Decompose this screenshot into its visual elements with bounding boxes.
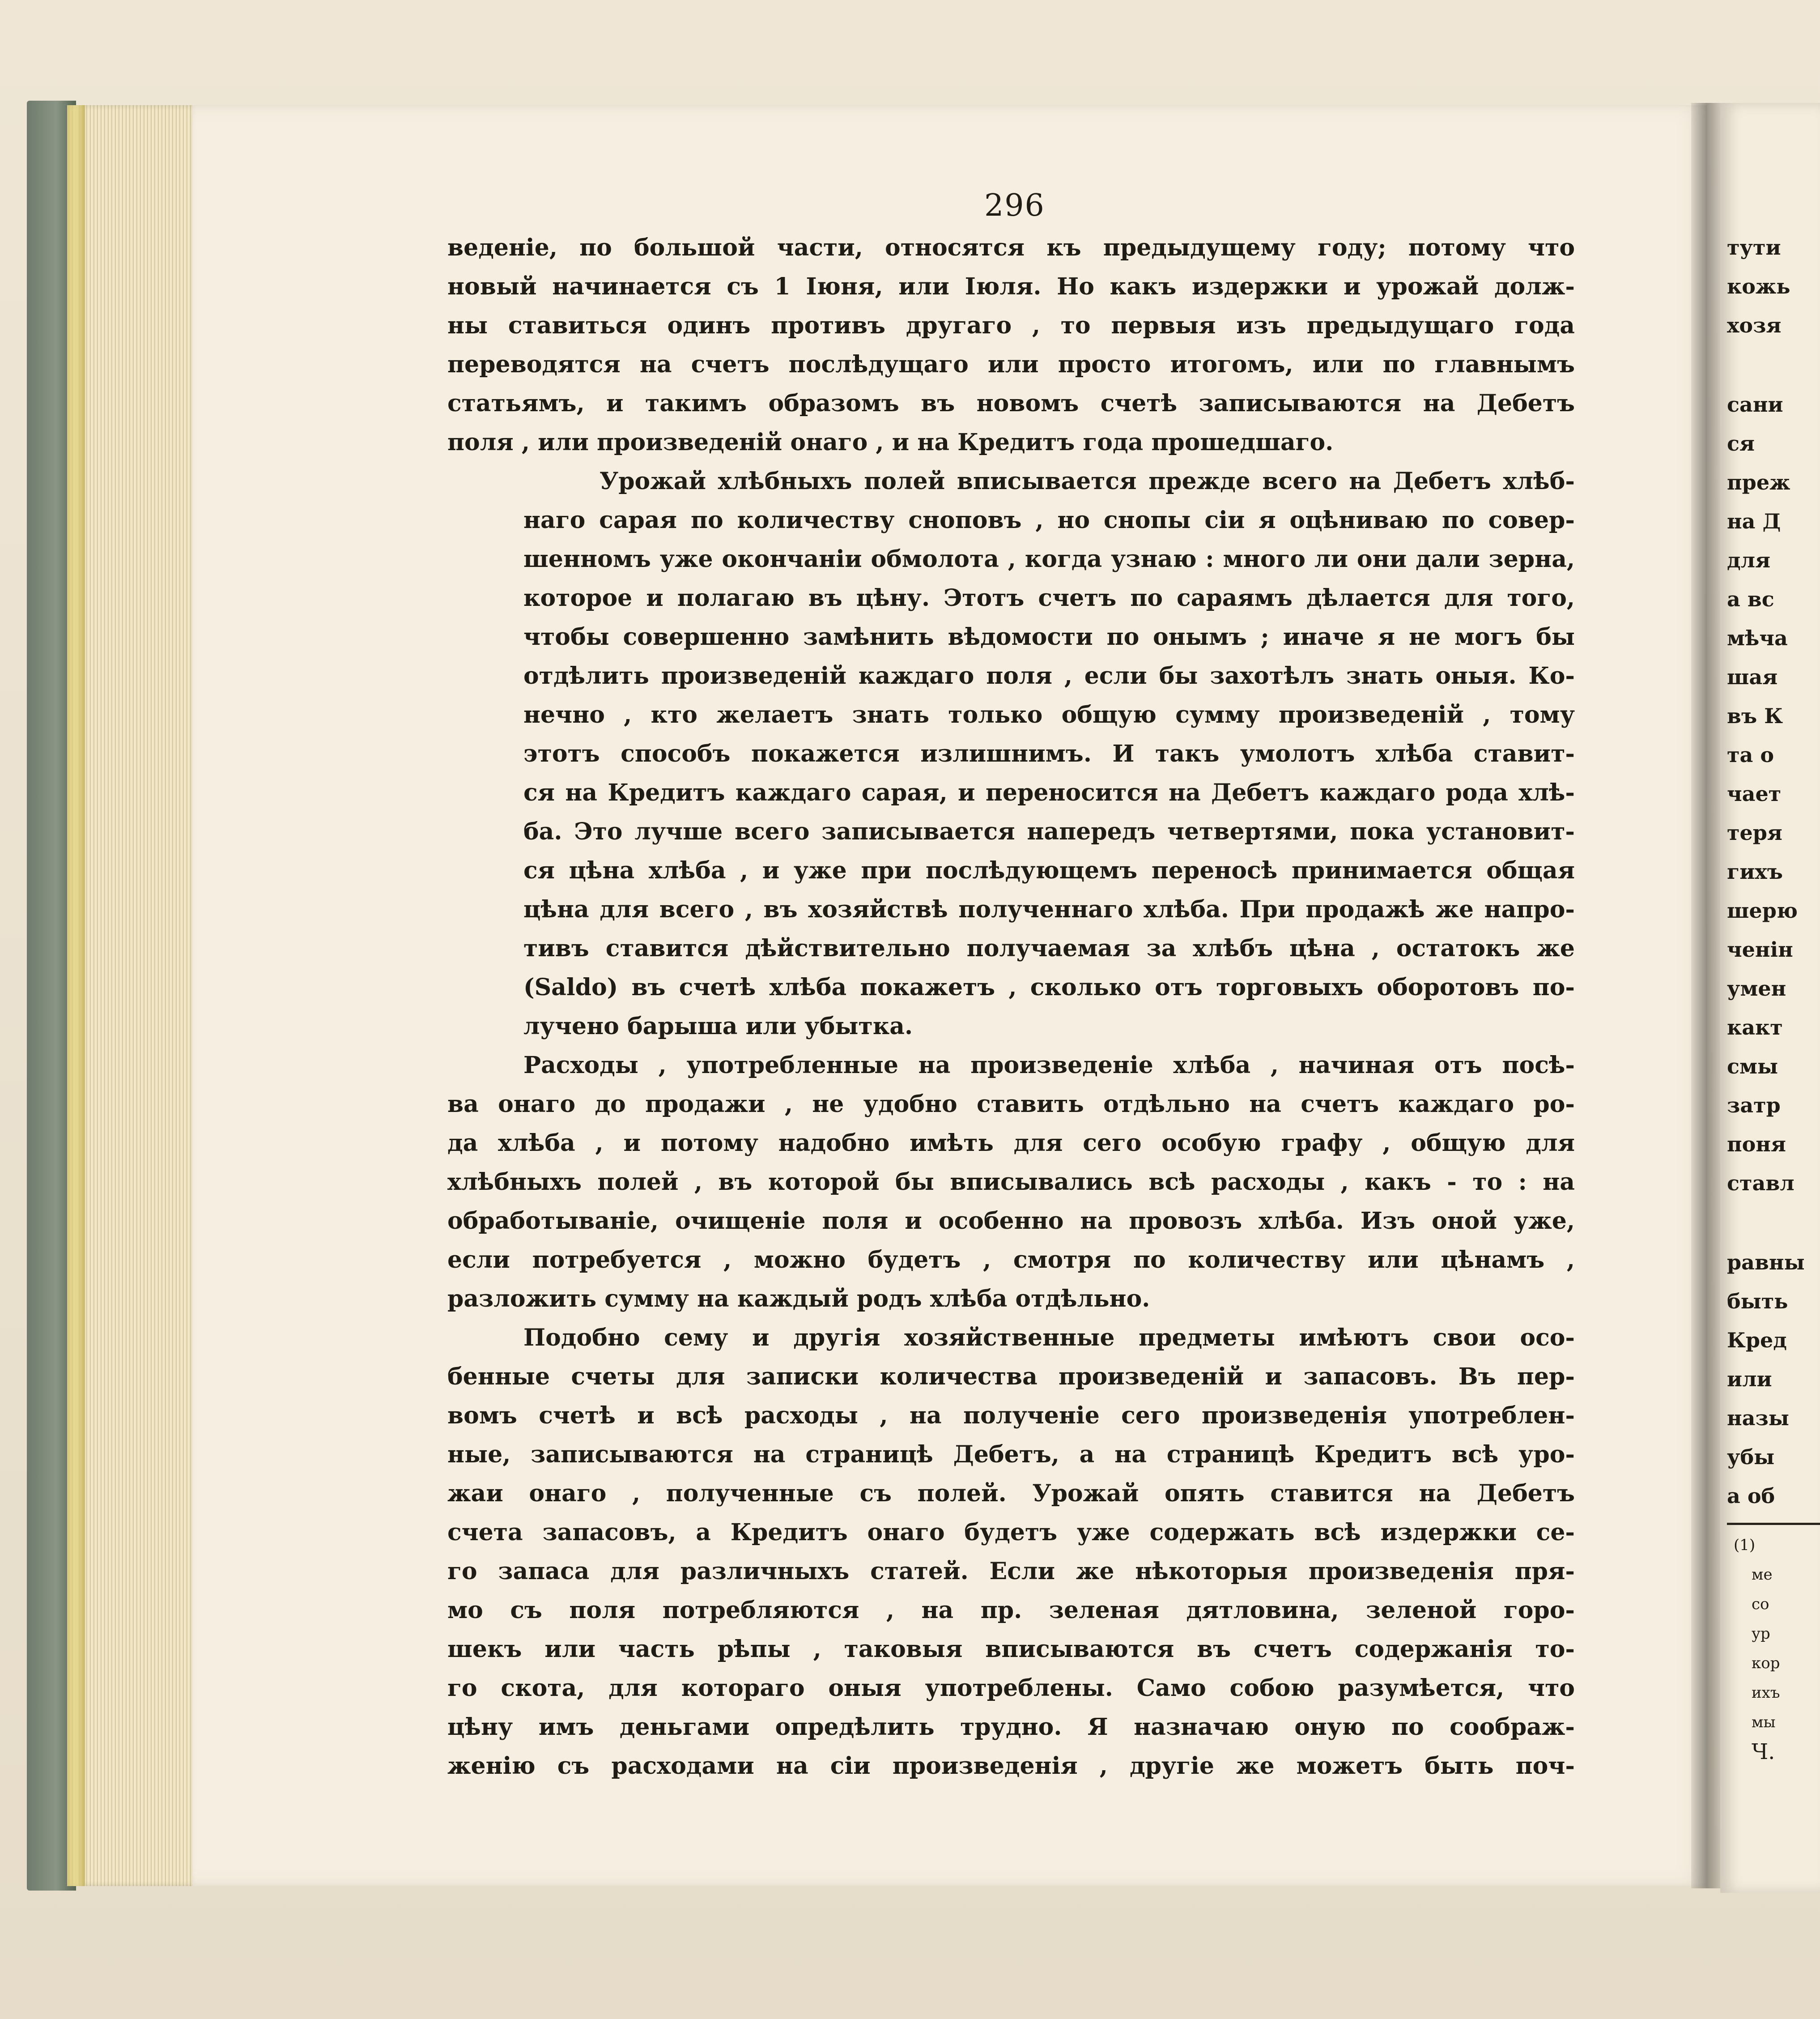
fragment: ченін [1727, 937, 1793, 962]
fragment: чает [1727, 782, 1782, 806]
footnote-line: ур [1752, 1625, 1770, 1643]
text-line: тивъ ставится дѣйствительно получаемая за хлѣбъ цѣна , остатокъ же [523, 935, 1575, 962]
text-line: ны ставиться одинъ противъ другаго , то первыя изъ предыдущаго года [447, 312, 1575, 339]
fragment: мѣча [1727, 626, 1788, 650]
paragraph-3 [447, 1046, 1575, 1318]
text-line: мо съ поля потребляются , на пр. зеленая дятловина, зеленой горо- [447, 1597, 1575, 1624]
text-line: шенномъ уже окончаніи обмолота , когда узнаю : много ли они дали зерна, [523, 545, 1575, 573]
text-line: отдѣлить произведеній каждаго поля , если бы захотѣлъ знать оныя. Ко- [523, 662, 1575, 690]
text-line: Урожай хлѣбныхъ полей вписывается прежде всего на Дебетъ хлѣб- [600, 468, 1575, 495]
fragment: хозя [1727, 313, 1782, 337]
text-line: цѣна для всего , въ хозяйствѣ полученнаго хлѣба. При продажѣ же напро- [523, 896, 1575, 923]
text-line: наго сарая по количеству сноповъ , но снопы сіи я оцѣниваю по совер- [523, 507, 1575, 534]
fragment: убы [1727, 1445, 1775, 1469]
fragment: кожь [1727, 274, 1790, 298]
text-line: го скота, для котораго оныя употреблены. Само собою разумѣется, что [447, 1674, 1575, 1702]
fragment: шая [1727, 665, 1778, 689]
text-line: чтобы совершенно замѣнить вѣдомости по онымъ ; иначе я не могъ бы [523, 623, 1575, 651]
text-line: хлѣбныхъ полей , въ которой бы вписывались всѣ расходы , какъ - то : на [447, 1168, 1575, 1196]
text-line: ные, записываются на страницѣ Дебетъ, а на страницѣ Кредитъ всѣ уро- [447, 1441, 1575, 1468]
text-line: да хлѣба , и потому надобно имѣть для сего особую графу , общую для [447, 1129, 1575, 1157]
text-line: вомъ счетѣ и всѣ расходы , на полученіе сего произведенія употреблен- [447, 1402, 1575, 1429]
fragment: тути [1727, 235, 1781, 260]
fragment: а об [1727, 1484, 1775, 1508]
book-gutter [1691, 103, 1722, 1888]
footnote-fragments [1734, 1530, 1819, 1767]
text-line: переводятся на счетъ послѣдущаго или просто итогомъ, или по главнымъ [447, 351, 1575, 378]
text-line: этотъ способъ покажется излишнимъ. И такъ умолотъ хлѣба ставит- [523, 740, 1575, 767]
text-line: ва онаго до продажи , не удобно ставить отдѣльно на счетъ каждаго ро- [447, 1090, 1575, 1118]
fragment: смы [1727, 1054, 1778, 1078]
fragment: теря [1727, 821, 1782, 845]
paragraph-2 [447, 462, 1575, 1046]
text-line: разложить сумму на каждый родъ хлѣба отдѣльно. [447, 1285, 1150, 1312]
text-line: ся цѣна хлѣба , и уже при послѣдующемъ переносѣ принимается общая [523, 857, 1575, 884]
fragment: на Д [1727, 509, 1781, 533]
text-line: новый начинается съ 1 Іюня, или Іюля. Но какъ издержки и урожай долж- [447, 273, 1575, 300]
footnote-line: (1) [1734, 1536, 1756, 1554]
fragment: въ К [1727, 704, 1783, 728]
text-line: счета запасовъ, а Кредитъ онаго будетъ уже содержать всѣ издержки се- [447, 1519, 1575, 1546]
fragment: шерю [1727, 899, 1798, 923]
fragment: равны [1727, 1250, 1805, 1274]
fragment: или [1727, 1367, 1772, 1391]
footnote-line: ихъ [1752, 1684, 1780, 1702]
fragment: поня [1727, 1132, 1786, 1156]
fragment: назы [1727, 1406, 1789, 1430]
fragment: преж [1727, 470, 1790, 494]
text-line: статьямъ, и такимъ образомъ въ новомъ счетѣ записываются на Дебетъ [447, 390, 1575, 417]
text-line: шекъ или часть рѣпы , таковыя вписываются въ счетъ содержанія то- [447, 1636, 1575, 1663]
text-line: которое и полагаю въ цѣну. Этотъ счетъ по сараямъ дѣлается для того, [523, 584, 1575, 612]
text-line: поля , или произведеній онаго , и на Кредитъ года прошедшаго. [447, 429, 1334, 456]
footnote-line: кор [1752, 1654, 1780, 1672]
fragment: ся [1727, 431, 1755, 456]
text-line: если потребуется , можно будетъ , смотря по количеству или цѣнамъ , [447, 1246, 1575, 1274]
text-line: жаи онаго , полученные съ полей. Урожай опять ставится на Дебетъ [447, 1480, 1575, 1507]
fragment [1727, 1203, 1820, 1243]
footnote-line: Ч. [1752, 1739, 1775, 1764]
gilt-edge [67, 105, 85, 1886]
text-line: ся на Кредитъ каждаго сарая, и переносится на Дебетъ каждаго рода хлѣ- [523, 779, 1575, 806]
footnote-rule [1727, 1523, 1820, 1525]
fragment: та о [1727, 743, 1774, 767]
fragment [1727, 345, 1820, 385]
right-page-text-fragments [1727, 228, 1820, 1516]
fragment: а вс [1727, 587, 1774, 611]
paragraph-4 [447, 1318, 1575, 1785]
fragment: гихъ [1727, 860, 1783, 884]
text-line: ба. Это лучше всего записывается напередъ четвертями, пока установит- [523, 818, 1575, 845]
footnote-line: со [1752, 1595, 1769, 1613]
fragment: затр [1727, 1093, 1781, 1117]
text-line: веденіе, по большой части, относятся къ предыдущему году; потому что [447, 234, 1575, 261]
body-text [447, 228, 1575, 1785]
text-line: Расходы , употребленные на произведеніе хлѣба , начиная отъ посѣ- [523, 1052, 1575, 1079]
text-line: женію съ расходами на сіи произведенія , другіе же можетъ быть поч- [447, 1752, 1575, 1780]
text-line: го запаса для различныхъ статей. Если же нѣкоторыя произведенія пря- [447, 1558, 1575, 1585]
fragment: Кред [1727, 1328, 1787, 1352]
text-line: нечно , кто желаетъ знать только общую сумму произведеній , тому [523, 701, 1575, 728]
footnote-line: мы [1752, 1713, 1776, 1731]
text-line: бенные счеты для записки количества произведеній и запасовъ. Въ пер- [447, 1363, 1575, 1390]
text-line: цѣну имъ деньгами опредѣлить трудно. Я назначаю оную по соображ- [447, 1713, 1575, 1741]
fragment: ставл [1727, 1171, 1794, 1195]
fragment: умен [1727, 976, 1786, 1001]
page-number: 296 [984, 188, 1045, 223]
text-line: обработываніе, очищеніе поля и особенно на провозъ хлѣба. Изъ оной уже, [447, 1207, 1575, 1235]
fragment: для [1727, 548, 1771, 572]
footnote-line: ме [1752, 1566, 1773, 1584]
text-line: Подобно сему и другія хозяйственные предметы имѣютъ свои осо- [523, 1324, 1575, 1351]
fragment: какт [1727, 1015, 1783, 1039]
paragraph-1 [447, 228, 1575, 462]
fragment: быть [1727, 1289, 1788, 1313]
page-edges [67, 105, 197, 1886]
fragment: сани [1727, 392, 1783, 417]
text-line: (Saldo) въ счетѣ хлѣба покажетъ , сколько отъ торговыхъ оборотовъ по- [523, 974, 1575, 1001]
text-line: лучено барыша или убытка. [523, 1013, 913, 1040]
